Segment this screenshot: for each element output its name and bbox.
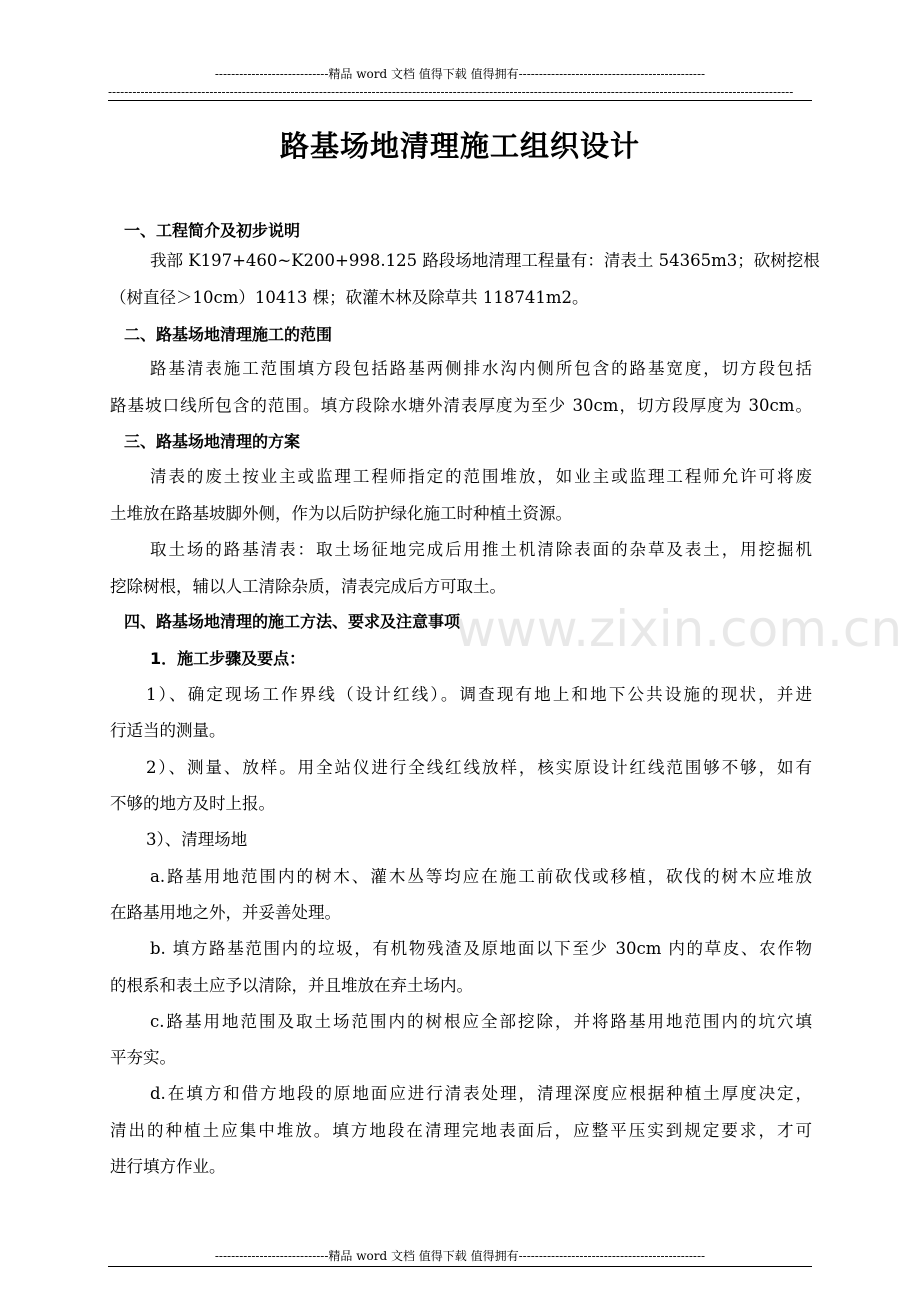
item-a-line-2: 在路基用地之外，并妥善处理。 [110, 903, 341, 922]
item-c-line-2: 平夯实。 [110, 1048, 176, 1067]
item-a-line-1: a.路基用地范围内的树木、灌木丛等均应在施工前砍伐或移植，砍伐的树木应堆放 [150, 867, 812, 886]
step-1-line-1: 1）、确定现场工作界线（设计红线）。调查现有地上和地下公共设施的现状，并进 [146, 685, 812, 704]
item-d-line-2: 清出的种植土应集中堆放。填方地段在清理完地表面后，应整平压实到规定要求，才可 [110, 1121, 812, 1140]
section-3-para-1-line-2: 土堆放在路基坡脚外侧，作为以后防护绿化施工时种植土资源。 [110, 504, 572, 523]
item-c-line-1: c.路基用地范围及取土场范围内的树根应全部挖除，并将路基用地范围内的坑穴填 [150, 1012, 812, 1031]
section-1-para-line-1: 我部 K197+460~K200+998.125 路段场地清理工程量有：清表土 54365m3；砍树挖根 [150, 251, 820, 270]
section-3-para-1-line-1: 清表的废土按业主或监理工程师指定的范围堆放，如业主或监理工程师允许可将废 [150, 467, 812, 486]
step-3-label: 3）、清理场地 [146, 830, 248, 849]
section-4-heading: 四、路基场地清理的施工方法、要求及注意事项 [124, 612, 461, 631]
header-tagline: ----------------------------精品 word 文档 值得下载 值得拥有---------------------------------------------- [214, 67, 706, 81]
step-2-line-2: 不够的地方及时上报。 [110, 794, 275, 813]
footer-rule [108, 1266, 812, 1267]
item-b-line-2: 的根系和表土应予以清除，并且堆放在弃土场内。 [110, 976, 473, 995]
footer-tagline: ----------------------------精品 word 文档 值得下载 值得拥有---------------------------------------------- [214, 1249, 706, 1263]
header-dash-line: ------------------------------------------------------------------------------------------------------------------------------------------------------------------------- [108, 85, 794, 99]
section-2-para-line-1: 路基清表施工范围填方段包括路基两侧排水沟内侧所包含的路基宽度，切方段包括 [150, 359, 812, 378]
section-4-subheading: 1．施工步骤及要点： [150, 649, 306, 668]
step-2-line-1: 2）、测量、放样。用全站仪进行全线红线放样，核实原设计红线范围够不够，如有 [146, 758, 812, 777]
section-3-heading: 三、路基场地清理的方案 [124, 432, 301, 451]
watermark: www.zixin.com.cn [455, 600, 903, 658]
item-b-line-1: b. 填方路基范围内的垃圾，有机物残渣及原地面以下至少 30cm 内的草皮、农作物 [150, 939, 812, 958]
item-d-line-1: d.在填方和借方地段的原地面应进行清表处理，清理深度应根据种植土厚度决定， [150, 1084, 812, 1103]
section-3-para-2-line-1: 取土场的路基清表：取土场征地完成后用推土机清除表面的杂草及表土，用挖掘机 [150, 540, 812, 559]
step-1-line-2: 行适当的测量。 [110, 721, 226, 740]
section-2-heading: 二、路基场地清理施工的范围 [124, 325, 333, 344]
section-2-para-line-2: 路基坡口线所包含的范围。填方段除水塘外清表厚度为至少 30cm，切方段厚度为 30cm。 [110, 396, 812, 415]
section-1-para-line-2: （树直径＞10cm）10413 棵；砍灌木林及除草共 118741m2。 [110, 288, 589, 307]
section-1-heading: 一、工程简介及初步说明 [124, 221, 301, 240]
document-title: 路基场地清理施工组织设计 [279, 129, 640, 163]
header-rule [108, 100, 812, 101]
item-d-line-3: 进行填方作业。 [110, 1157, 226, 1176]
section-3-para-2-line-2: 挖除树根，辅以人工清除杂质，清表完成后方可取土。 [110, 577, 506, 596]
